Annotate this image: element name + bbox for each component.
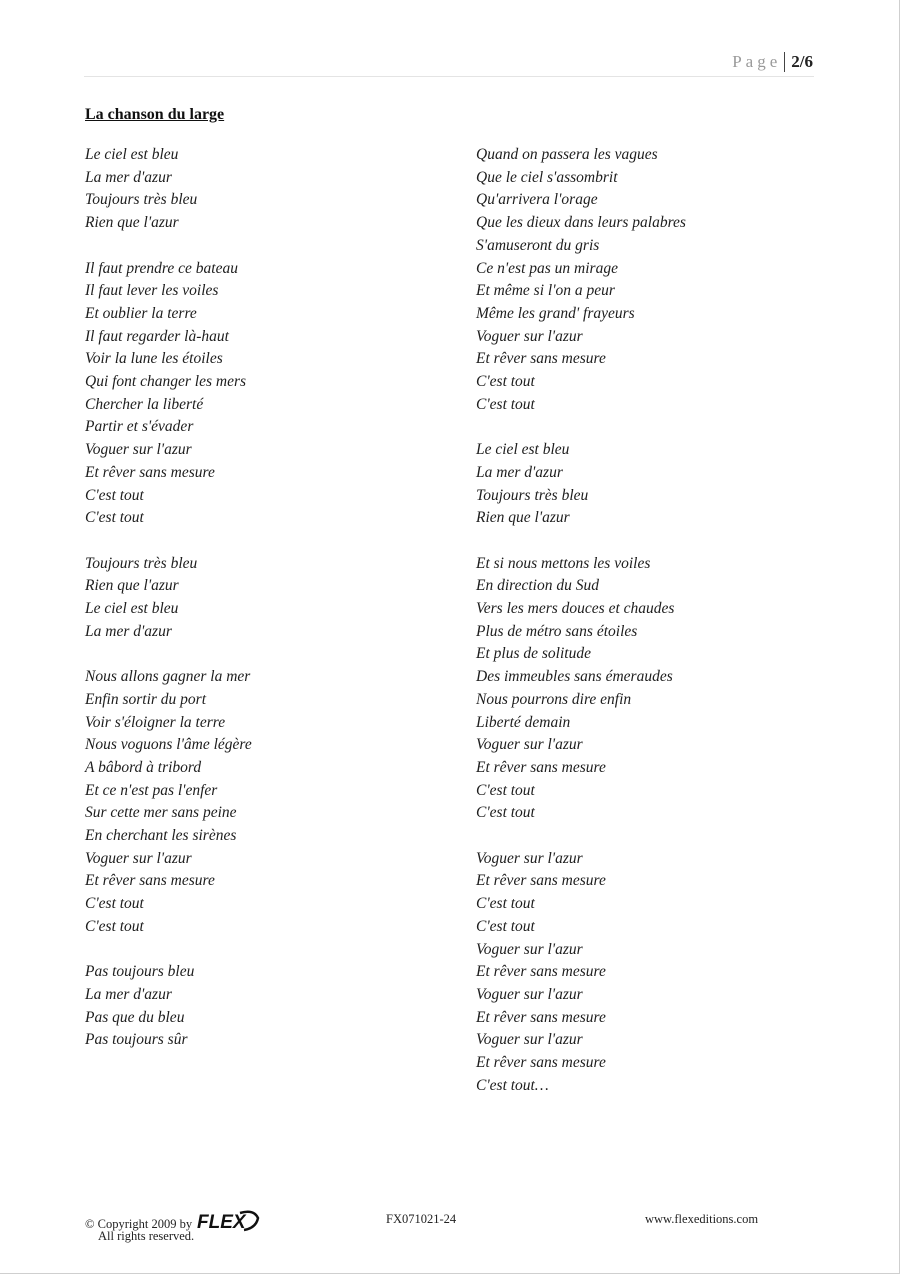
lyric-line: Le ciel est bleu (85, 600, 179, 618)
lyric-line: La mer d'azur (476, 463, 563, 481)
lyric-line: C'est tout (476, 895, 535, 913)
lyric-line: Rien que l'azur (85, 577, 179, 595)
flex-logo (196, 1210, 262, 1238)
header-divider (784, 52, 785, 72)
lyric-line: Et rêver sans mesure (476, 758, 606, 776)
lyric-line: C'est tout (476, 373, 535, 391)
stanza (85, 666, 445, 938)
lyric-line: C'est tout (476, 804, 535, 822)
lyric-line: Et rêver sans mesure (85, 463, 215, 481)
lyric-line: Et même si l'on a peur (476, 282, 615, 300)
lyric-line: Toujours très bleu (476, 486, 589, 504)
lyric-line: Et rêver sans mesure (476, 963, 606, 981)
lyric-line: La mer d'azur (85, 622, 172, 640)
lyric-line: Sur cette mer sans peine (85, 804, 237, 822)
lyric-line: Il faut prendre ce bateau (85, 259, 238, 277)
lyric-line: Nous pourrons dire enfin (476, 690, 632, 708)
lyric-line: Et si nous mettons les voiles (476, 554, 651, 572)
lyric-line: La mer d'azur (85, 985, 172, 1003)
lyric-line: Nous voguons l'âme légère (85, 736, 252, 754)
lyric-line: Pas toujours sûr (85, 1031, 188, 1049)
stanza (476, 144, 836, 416)
lyric-line: Il faut regarder là-haut (85, 327, 229, 345)
lyric-line: C'est tout (85, 917, 144, 935)
lyric-line: S'amuseront du gris (476, 236, 600, 254)
lyric-line: Ce n'est pas un mirage (476, 259, 618, 277)
flex-logo-text: FLEX (197, 1212, 246, 1233)
lyric-line: C'est tout (85, 509, 144, 527)
page-number: 2/6 (791, 52, 813, 71)
lyric-line: Pas que du bleu (85, 1008, 185, 1026)
lyric-line: Et rêver sans mesure (476, 350, 606, 368)
lyric-line: C'est tout… (476, 1076, 549, 1094)
lyric-line: Qui font changer les mers (85, 373, 247, 391)
lyric-line: Et plus de solitude (476, 645, 591, 663)
lyric-line: Il faut lever les voiles (85, 282, 219, 300)
lyric-line: C'est tout (476, 395, 535, 413)
lyric-line: Voguer sur l'azur (85, 849, 192, 867)
lyric-line: C'est tout (85, 486, 144, 504)
stanza (85, 258, 445, 530)
lyrics-right-column (476, 144, 836, 1120)
lyric-line: Voguer sur l'azur (85, 441, 192, 459)
website-link[interactable]: www.flexeditions.com (645, 1212, 759, 1226)
lyric-line: Quand on passera les vagues (476, 146, 658, 163)
lyric-line: Que les dieux dans leurs palabres (476, 214, 686, 232)
lyric-line: En direction du Sud (476, 577, 599, 595)
lyric-line: Et rêver sans mesure (476, 1008, 606, 1026)
song-title: La chanson du large (85, 106, 225, 123)
lyric-line: Voir s'éloigner la terre (85, 713, 226, 731)
lyric-line: Et oublier la terre (85, 304, 197, 322)
lyric-line: La mer d'azur (85, 168, 172, 186)
lyric-line: Rien que l'azur (85, 214, 179, 232)
lyric-line: C'est tout (85, 895, 144, 913)
lyric-line: Voguer sur l'azur (476, 1031, 583, 1049)
stanza (85, 961, 445, 1052)
lyric-line: Que le ciel s'assombrit (476, 168, 618, 186)
lyric-line: Voguer sur l'azur (476, 327, 583, 345)
stanza (476, 848, 836, 1098)
lyric-line: Vers les mers douces et chaudes (476, 600, 675, 618)
lyric-line: C'est tout (476, 917, 535, 935)
rights-text: All rights reserved. (98, 1229, 195, 1243)
lyric-line: Partir et s'évader (85, 418, 194, 436)
stanza (85, 144, 445, 235)
lyric-line: Et ce n'est pas l'enfer (85, 781, 218, 799)
lyric-line: Et rêver sans mesure (476, 872, 606, 890)
lyric-line: En cherchant les sirènes (85, 827, 237, 845)
page-label: Page (732, 52, 782, 71)
stanza (85, 553, 445, 644)
lyric-line: Voir la lune les étoiles (85, 350, 223, 368)
lyric-line: Enfin sortir du port (85, 690, 207, 708)
lyric-line: Voguer sur l'azur (476, 985, 583, 1003)
lyric-line: Chercher la liberté (85, 395, 204, 413)
lyrics-left-column (85, 144, 445, 1075)
stanza (476, 553, 836, 825)
lyric-line: Et rêver sans mesure (85, 872, 215, 890)
lyric-line: Toujours très bleu (85, 554, 198, 572)
page-footer (85, 1210, 785, 1250)
lyric-line: Voguer sur l'azur (476, 736, 583, 754)
lyric-line: Nous allons gagner la mer (85, 668, 251, 686)
stanza (476, 439, 836, 530)
lyric-line: Voguer sur l'azur (476, 940, 583, 958)
lyric-line: C'est tout (476, 781, 535, 799)
copyright-text: © Copyright 2009 by (85, 1216, 193, 1231)
lyric-line: Qu'arrivera l'orage (476, 191, 598, 209)
lyric-line: A bâbord à tribord (85, 758, 202, 776)
lyric-line: Des immeubles sans émeraudes (476, 668, 673, 686)
lyric-line: Le ciel est bleu (476, 441, 570, 459)
lyric-line: Rien que l'azur (476, 509, 570, 527)
lyric-line: Plus de métro sans étoiles (476, 622, 638, 640)
catalog-reference: FX071021-24 (386, 1212, 457, 1226)
lyric-line: Le ciel est bleu (85, 146, 179, 163)
page-header (732, 52, 813, 72)
lyric-line: Liberté demain (476, 713, 571, 731)
lyric-line: Et rêver sans mesure (476, 1054, 606, 1072)
lyric-line: Toujours très bleu (85, 191, 198, 209)
lyric-line: Pas toujours bleu (85, 963, 195, 981)
lyric-line: Voguer sur l'azur (476, 849, 583, 867)
lyric-line: Même les grand' frayeurs (476, 304, 635, 322)
header-rule (84, 76, 814, 77)
